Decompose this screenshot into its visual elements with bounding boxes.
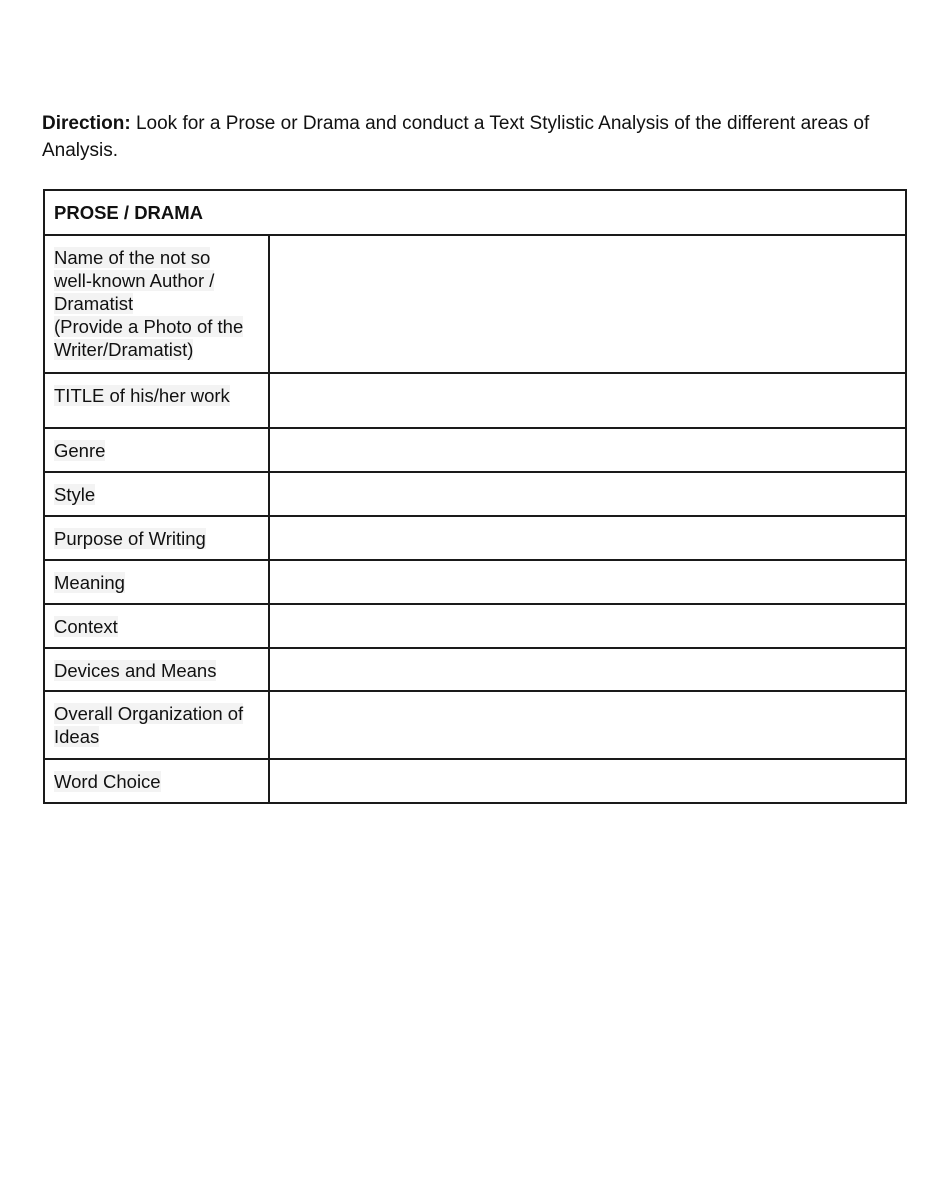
label-line: Writer/Dramatist) [54, 339, 194, 360]
table-row [44, 235, 906, 373]
label-line: TITLE of his/her work [54, 385, 230, 406]
table-header-row [44, 190, 906, 235]
field-meaning[interactable] [269, 560, 906, 604]
label-line: Purpose of Writing [54, 528, 206, 549]
row-label-meaning [44, 560, 269, 604]
table-row [44, 648, 906, 691]
label-line: Name of the not so [54, 247, 211, 268]
field-devices[interactable] [269, 648, 906, 691]
analysis-table [43, 189, 907, 804]
label-line: (Provide a Photo of the [54, 316, 244, 337]
table-row [44, 373, 906, 428]
label-line: Ideas [54, 726, 100, 747]
row-label-genre [44, 428, 269, 472]
field-author[interactable] [269, 235, 906, 373]
row-label-organization [44, 691, 269, 759]
field-context[interactable] [269, 604, 906, 648]
label-line: Genre [54, 440, 106, 461]
row-label-devices [44, 648, 269, 691]
table-header: PROSE / DRAMA [44, 190, 906, 235]
table-row [44, 472, 906, 516]
label-line: Context [54, 616, 118, 637]
row-label-author [44, 235, 269, 373]
label-line: Word Choice [54, 771, 161, 792]
field-title[interactable] [269, 373, 906, 428]
table-row [44, 604, 906, 648]
direction-paragraph [42, 110, 902, 164]
direction-text: Look for a Prose or Drama and conduct a Text Stylistic Analysis of the different areas of Analysis. [42, 113, 870, 161]
field-style[interactable] [269, 472, 906, 516]
table-row [44, 428, 906, 472]
field-organization[interactable] [269, 691, 906, 759]
label-line: Meaning [54, 572, 125, 593]
row-label-word-choice [44, 759, 269, 803]
row-label-title [44, 373, 269, 428]
table-row [44, 516, 906, 560]
row-label-purpose [44, 516, 269, 560]
field-purpose[interactable] [269, 516, 906, 560]
table-row [44, 691, 906, 759]
field-word-choice[interactable] [269, 759, 906, 803]
direction-label: Direction: [42, 113, 131, 134]
label-line: Devices and Means [54, 660, 217, 681]
label-line: Overall Organization of [54, 703, 244, 724]
field-genre[interactable] [269, 428, 906, 472]
row-label-context [44, 604, 269, 648]
label-line: Style [54, 484, 96, 505]
row-label-style [44, 472, 269, 516]
table-row [44, 560, 906, 604]
table-row [44, 759, 906, 803]
label-line: Dramatist [54, 293, 134, 314]
label-line: well-known Author / [54, 270, 215, 291]
